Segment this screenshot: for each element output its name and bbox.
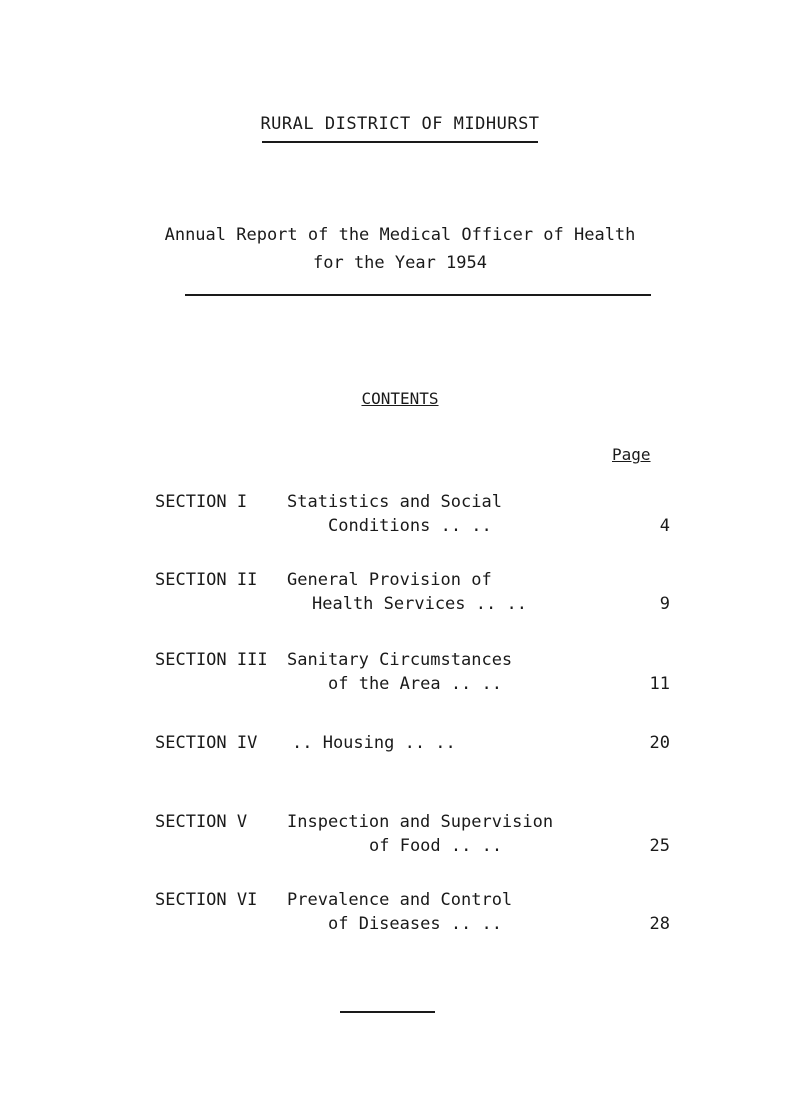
page-column-heading: Page [612,445,651,464]
entry-title-line1: Sanitary Circumstances [287,650,513,670]
document-title: RURAL DISTRICT OF MIDHURST [260,114,540,134]
subtitle-rule [185,294,651,296]
page-number: 9 [659,594,670,614]
entry-title-line1: General Provision of [287,570,492,590]
section-label: SECTION I [155,492,248,512]
entry-title-line1: .. Housing .. .. [292,733,456,753]
section-label: SECTION IV [155,733,258,753]
entry-title-line2: Conditions .. .. [328,516,492,536]
entry-title-line1: Statistics and Social [287,492,502,512]
section-label: SECTION III [155,650,268,670]
report-subtitle-line1: Annual Report of the Medical Officer of Health [164,225,636,245]
page-number: 25 [649,836,670,856]
entry-title-line1: Inspection and Supervision [287,812,554,832]
page-number: 4 [659,516,670,536]
entry-title-line2: of Food .. .. [369,836,503,856]
entry-title-line2: of the Area .. .. [328,674,502,694]
page-number: 11 [649,674,670,694]
page-number: 28 [649,914,670,934]
section-label: SECTION V [155,812,248,832]
section-label: SECTION II [155,570,258,590]
contents-heading: CONTENTS [361,389,439,408]
closing-rule [340,1011,435,1013]
report-subtitle-line2: for the Year 1954 [313,253,487,273]
title-underline [262,141,538,143]
entry-title-line2: of Diseases .. .. [328,914,502,934]
entry-title-line2: Health Services .. .. [312,594,527,614]
page-number: 20 [649,733,670,753]
section-label: SECTION VI [155,890,258,910]
entry-title-line1: Prevalence and Control [287,890,513,910]
